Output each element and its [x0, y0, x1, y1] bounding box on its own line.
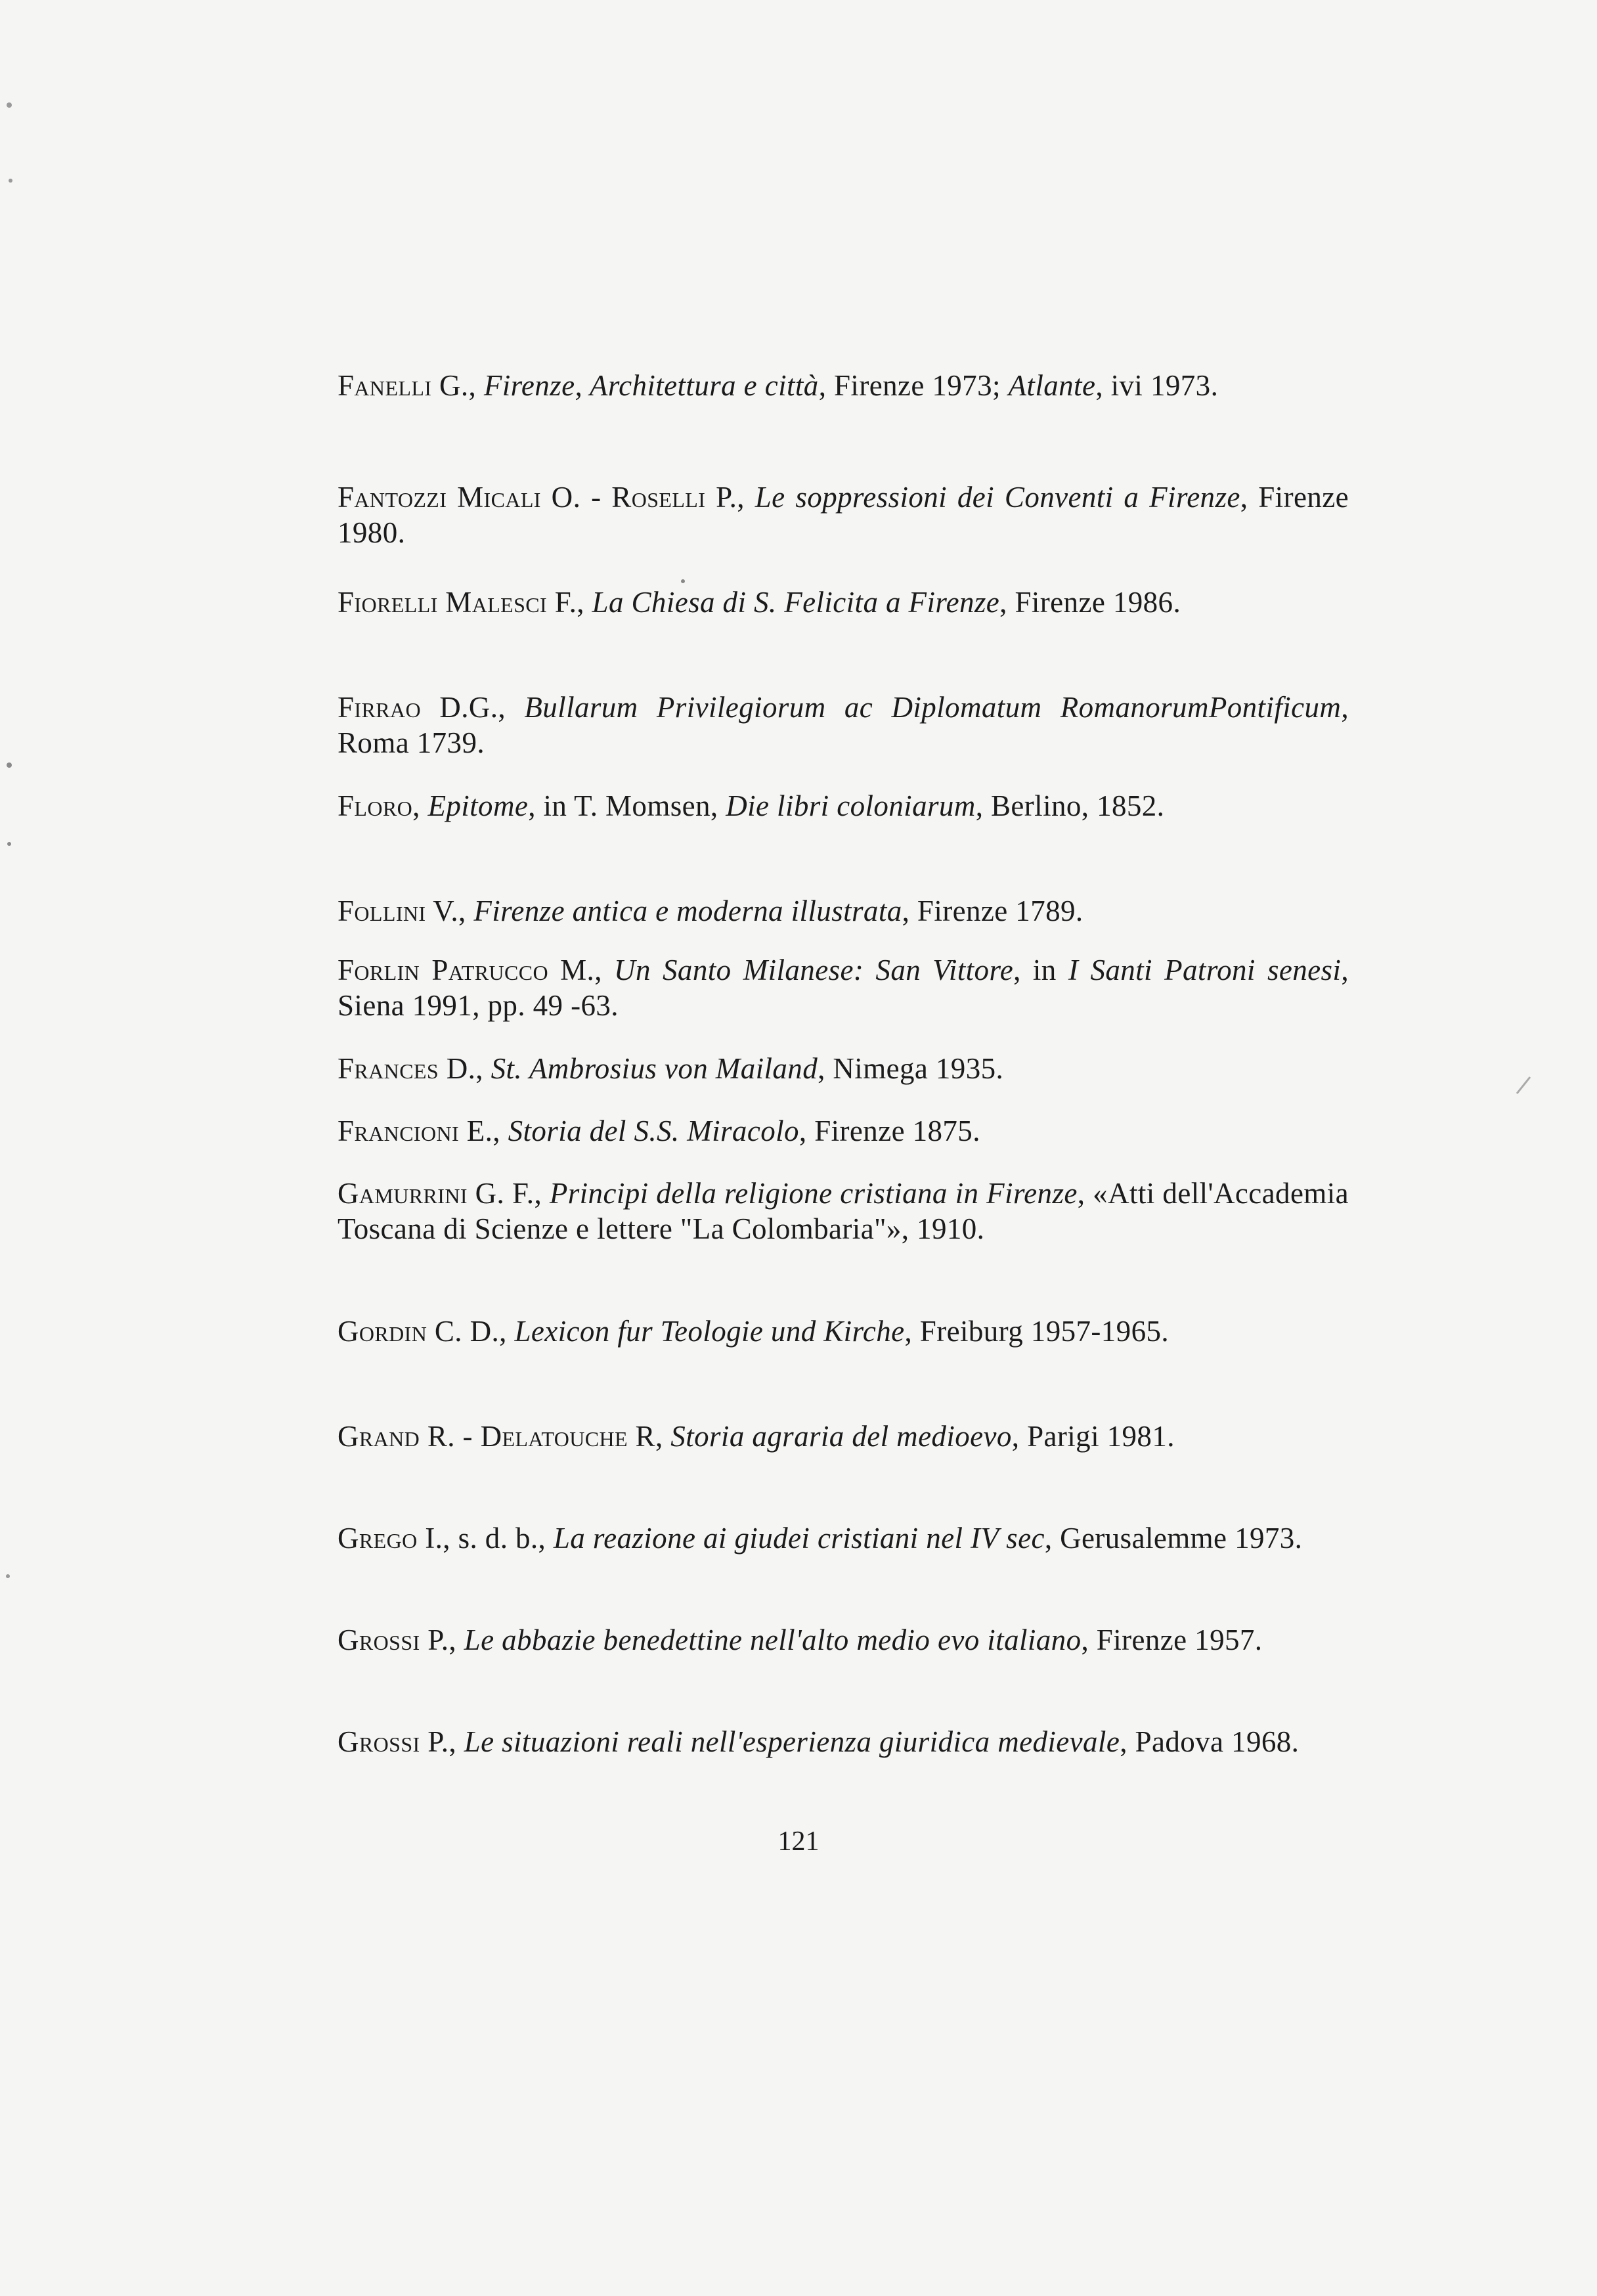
entry-author: Floro [338, 789, 413, 822]
entry-title: Le soppressioni dei Conventi a Firenze [755, 481, 1240, 514]
entry-title: Bullarum Privilegiorum ac Diplomatum RomanorumPontificum [524, 691, 1342, 724]
entry-author: Gamurrini G. F. [338, 1177, 535, 1210]
bibliography-entry: Grand R. - Delatouche R, Storia agraria del medioevo, Parigi 1981. [338, 1420, 1175, 1453]
entry-author: Fanelli G. [338, 369, 469, 402]
bibliography-entry: Grego I., s. d. b., La reazione ai giudei cristiani nel IV sec, Gerusalemme 1973. [338, 1522, 1303, 1555]
bibliography-entry: Grossi P., Le situazioni reali nell'esperienza giuridica medievale, Padova 1968. [338, 1725, 1300, 1758]
entry-title: Le abbazie benedettine nell'alto medio evo italiano [464, 1623, 1082, 1656]
entry-title: Le situazioni reali nell'esperienza giuridica medievale [464, 1725, 1120, 1758]
entry-title: Epitome [427, 789, 529, 822]
entry-title: Firenze, Architettura e città [483, 369, 819, 402]
entry-title: Storia del S.S. Miracolo [508, 1115, 799, 1147]
entry-title-secondary: Atlante [1008, 369, 1096, 402]
entry-author: Forlin Patrucco M. [338, 954, 595, 986]
bibliography-entry: Follini V., Firenze antica e moderna illustrata, Firenze 1789. [338, 894, 1083, 927]
bibliography-entry: Fantozzi Micali O. - Roselli P., Le soppressioni dei Conventi a Firenze, Firenze 1980. [338, 481, 1349, 549]
entry-title: Storia agraria del medioevo [670, 1420, 1012, 1453]
entry-author: Francioni E. [338, 1115, 493, 1147]
entry-title: La Chiesa di S. Felicita a Firenze [592, 586, 1000, 619]
scan-speck [9, 179, 12, 183]
entry-author: Gordin C. D. [338, 1315, 500, 1348]
scan-speck [681, 579, 685, 583]
bibliography-entry: Fiorelli Malesci F., La Chiesa di S. Felicita a Firenze, Firenze 1986. [338, 586, 1181, 619]
entry-title: Principi della religione cristiana in Firenze [549, 1177, 1078, 1210]
bibliography-entry: Floro, Epitome, in T. Momsen, Die libri coloniarum, Berlino, 1852. [338, 789, 1165, 822]
bibliography-entry: Gamurrini G. F., Principi della religione cristiana in Firenze, «Atti dell'Accademia Toscana di Scienze e lettere "La Colombaria"», 1910. [338, 1177, 1349, 1245]
bibliography-entry: Grossi P., Le abbazie benedettine nell'alto medio evo italiano, Firenze 1957. [338, 1623, 1263, 1656]
bibliography-entry: Gordin C. D., Lexicon fur Teologie und Kirche, Freiburg 1957-1965. [338, 1315, 1170, 1348]
scan-speck [6, 1574, 10, 1578]
entry-author: Frances D. [338, 1052, 476, 1085]
entry-title: Un Santo Milanese: San Vittore [614, 954, 1014, 986]
bibliography-entry: Frances D., St. Ambrosius von Mailand, Nimega 1935. [338, 1052, 1004, 1085]
bibliography-entry: Forlin Patrucco M., Un Santo Milanese: San Vittore, in I Santi Patroni senesi, Siena 1991, pp. 49 -63. [338, 954, 1349, 1022]
entry-title: Firenze antica e moderna illustrata [473, 894, 902, 927]
entry-author: Grego I. [338, 1522, 443, 1555]
entry-author: Grand R. - Delatouche R [338, 1420, 655, 1453]
entry-title-secondary: Die libri coloniarum [726, 789, 976, 822]
page-number: 121 [777, 1826, 820, 1857]
entry-author: Grossi P. [338, 1725, 449, 1758]
scan-speck [7, 102, 12, 108]
bibliography-entry: Firrao D.G., Bullarum Privilegiorum ac Diplomatum RomanorumPontificum, Roma 1739. [338, 691, 1349, 759]
scan-speck [7, 762, 12, 768]
bibliography-entry: Francioni E., Storia del S.S. Miracolo, Firenze 1875. [338, 1115, 980, 1147]
scan-speck [7, 842, 11, 846]
entry-title-secondary: I Santi Patroni senesi [1068, 954, 1342, 986]
entry-title: St. Ambrosius von Mailand [491, 1052, 818, 1085]
entry-author: Fiorelli Malesci F. [338, 586, 577, 619]
scan-mark [1517, 1077, 1530, 1093]
entry-author: Firrao D.G. [338, 691, 498, 724]
entry-author: Grossi P. [338, 1623, 449, 1656]
entry-author: Fantozzi Micali O. - Roselli P. [338, 481, 737, 514]
entry-author: Follini V. [338, 894, 459, 927]
bibliography-entry: Fanelli G., Firenze, Architettura e città, Firenze 1973; Atlante, ivi 1973. [338, 369, 1219, 402]
entry-title: Lexicon fur Teologie und Kirche [514, 1315, 905, 1348]
entry-title: La reazione ai giudei cristiani nel IV sec [553, 1522, 1045, 1555]
